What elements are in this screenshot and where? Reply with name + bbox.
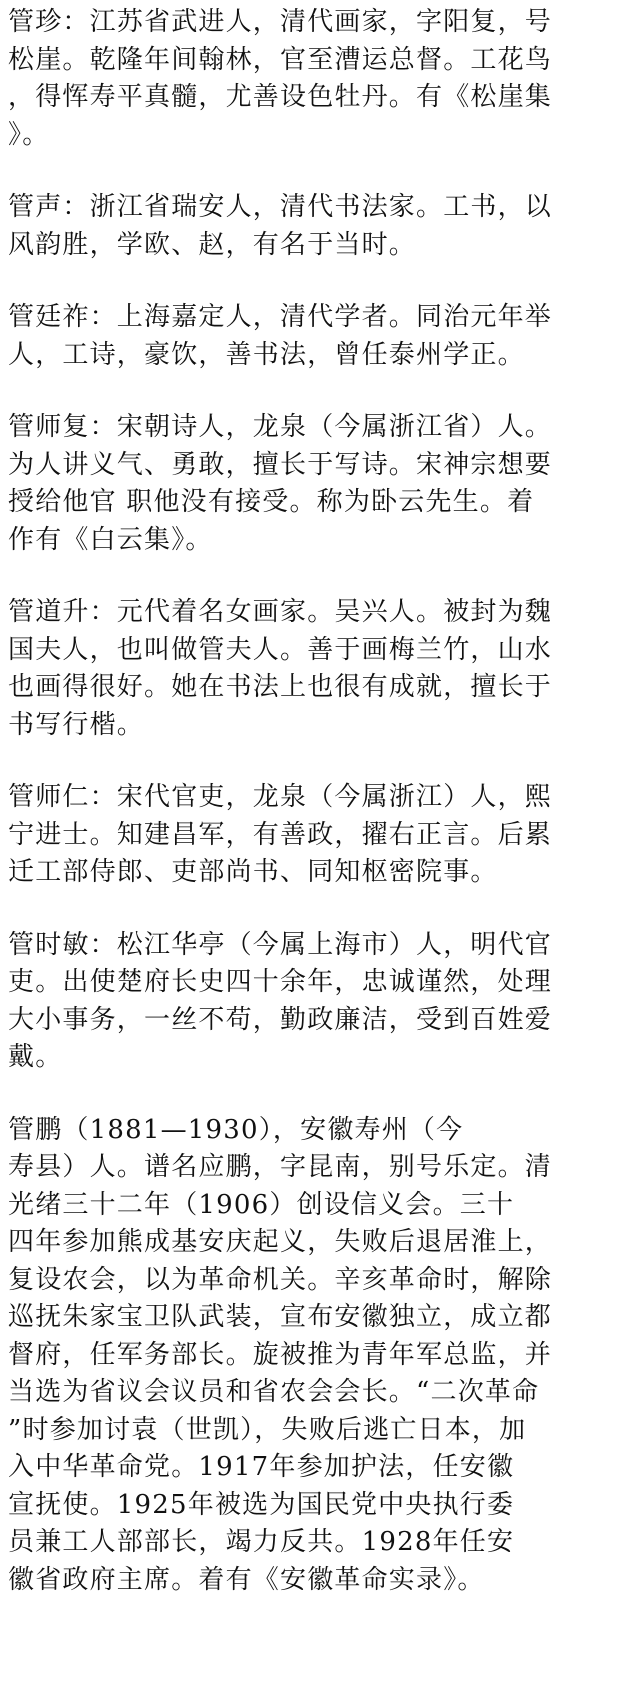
text-line: 管声：浙江省瑞安人，清代书法家。工书，以 bbox=[8, 192, 553, 222]
text-line: 迁工部侍郎、吏部尚书、同知枢密院事。 bbox=[8, 857, 498, 887]
text-line: 寿县）人。谱名应鹏，字昆南，别号乐定。清 bbox=[8, 1152, 553, 1182]
text-line: 员兼工人部部长，竭力反共。1928年任安 bbox=[8, 1527, 515, 1557]
paragraph-spacer bbox=[8, 892, 634, 927]
entry-guan-daosheng bbox=[8, 594, 634, 744]
text-line: 四年参加熊成基安庆起义，失败后退居淮上， bbox=[8, 1227, 553, 1257]
text-line: 人，工诗，豪饮，善书法，曾任泰州学正。 bbox=[8, 339, 525, 370]
text-line: 宁进士。知建昌军，有善政，擢右正言。后累 bbox=[8, 819, 553, 850]
text-line: 巡抚朱家宝卫队武装，宣布安徽独立，成立都 bbox=[8, 1302, 553, 1332]
paragraph-spacer bbox=[8, 374, 634, 409]
text-line: 宣抚使。1925年被选为国民党中央执行委 bbox=[8, 1489, 515, 1520]
text-line: ，得恽寿平真髓，尤善设色牡丹。有《松崖集 bbox=[8, 82, 553, 112]
text-line: 大小事务，一丝不苟，勤政廉洁，受到百姓爱 bbox=[8, 1004, 553, 1035]
text-line: 作有《白云集》。 bbox=[8, 524, 213, 555]
text-line: 松崖。乾隆年间翰林，官至漕运总督。工花鸟 bbox=[8, 44, 553, 75]
text-line: 入中华革命党。1917年参加护法，任安徽 bbox=[8, 1452, 515, 1482]
entry-guan-peng bbox=[8, 1112, 634, 1600]
text-line: 光绪三十二年（1906）创设信义会。三十 bbox=[8, 1189, 515, 1220]
paragraph-spacer bbox=[8, 559, 634, 594]
text-line: 》。 bbox=[8, 119, 50, 150]
text-line: 管廷祚：上海嘉定人，清代学者。同治元年举 bbox=[8, 302, 553, 332]
text-line: 国夫人，也叫做管夫人。善于画梅兰竹，山水 bbox=[8, 634, 553, 665]
text-line: 风韵胜，学欧、赵，有名于当时。 bbox=[8, 229, 417, 260]
paragraph-spacer bbox=[8, 1077, 634, 1112]
text-line: ”时参加讨袁（世凯），失败后逃亡日本，加 bbox=[8, 1414, 527, 1445]
entry-guan-shifu bbox=[8, 409, 634, 559]
text-line: 戴。 bbox=[8, 1042, 63, 1072]
text-line: 管珍：江苏省武进人，清代画家，字阳复，号 bbox=[8, 7, 553, 37]
text-line: 为人讲义气、勇敢，擅长于写诗。宋神宗想要 bbox=[8, 449, 553, 480]
text-line: 管道升：元代着名女画家。吴兴人。被封为魏 bbox=[8, 597, 553, 627]
entry-guan-shimin bbox=[8, 927, 634, 1077]
entry-guan-shiren bbox=[8, 779, 634, 892]
text-line: 当选为省议会议员和省农会会长。“二次革命 bbox=[8, 1377, 540, 1407]
text-line: 也画得很好。她在书法上也很有成就，擅长于 bbox=[8, 672, 553, 702]
text-line: 管时敏：松江华亭（今属上海市）人，明代官 bbox=[8, 929, 553, 960]
text-line: 复设农会，以为革命机关。辛亥革命时，解除 bbox=[8, 1264, 553, 1295]
paragraph-spacer bbox=[8, 154, 634, 189]
text-line: 吏。出使楚府长史四十余年，忠诚谨然，处理 bbox=[8, 967, 553, 997]
text-line: 徽省政府主席。着有《安徽革命实录》。 bbox=[8, 1564, 485, 1595]
paragraph-spacer bbox=[8, 744, 634, 779]
text-line: 授给他官 职他没有接受。称为卧云先生。着 bbox=[8, 487, 535, 517]
text-line: 管鹏（1881—1930），安徽寿州（今 bbox=[8, 1114, 464, 1145]
text-line: 管师仁：宋代官吏，龙泉（今属浙江）人，熙 bbox=[8, 782, 553, 812]
text-line: 督府，任军务部长。旋被推为青年军总监，并 bbox=[8, 1339, 553, 1370]
entry-guan-zhen bbox=[8, 4, 634, 154]
entry-guan-sheng bbox=[8, 189, 634, 264]
text-line: 书写行楷。 bbox=[8, 709, 145, 740]
paragraph-spacer bbox=[8, 264, 634, 299]
text-line: 管师复：宋朝诗人，龙泉（今属浙江省）人。 bbox=[8, 412, 553, 442]
entry-guan-tingzuo bbox=[8, 299, 634, 374]
